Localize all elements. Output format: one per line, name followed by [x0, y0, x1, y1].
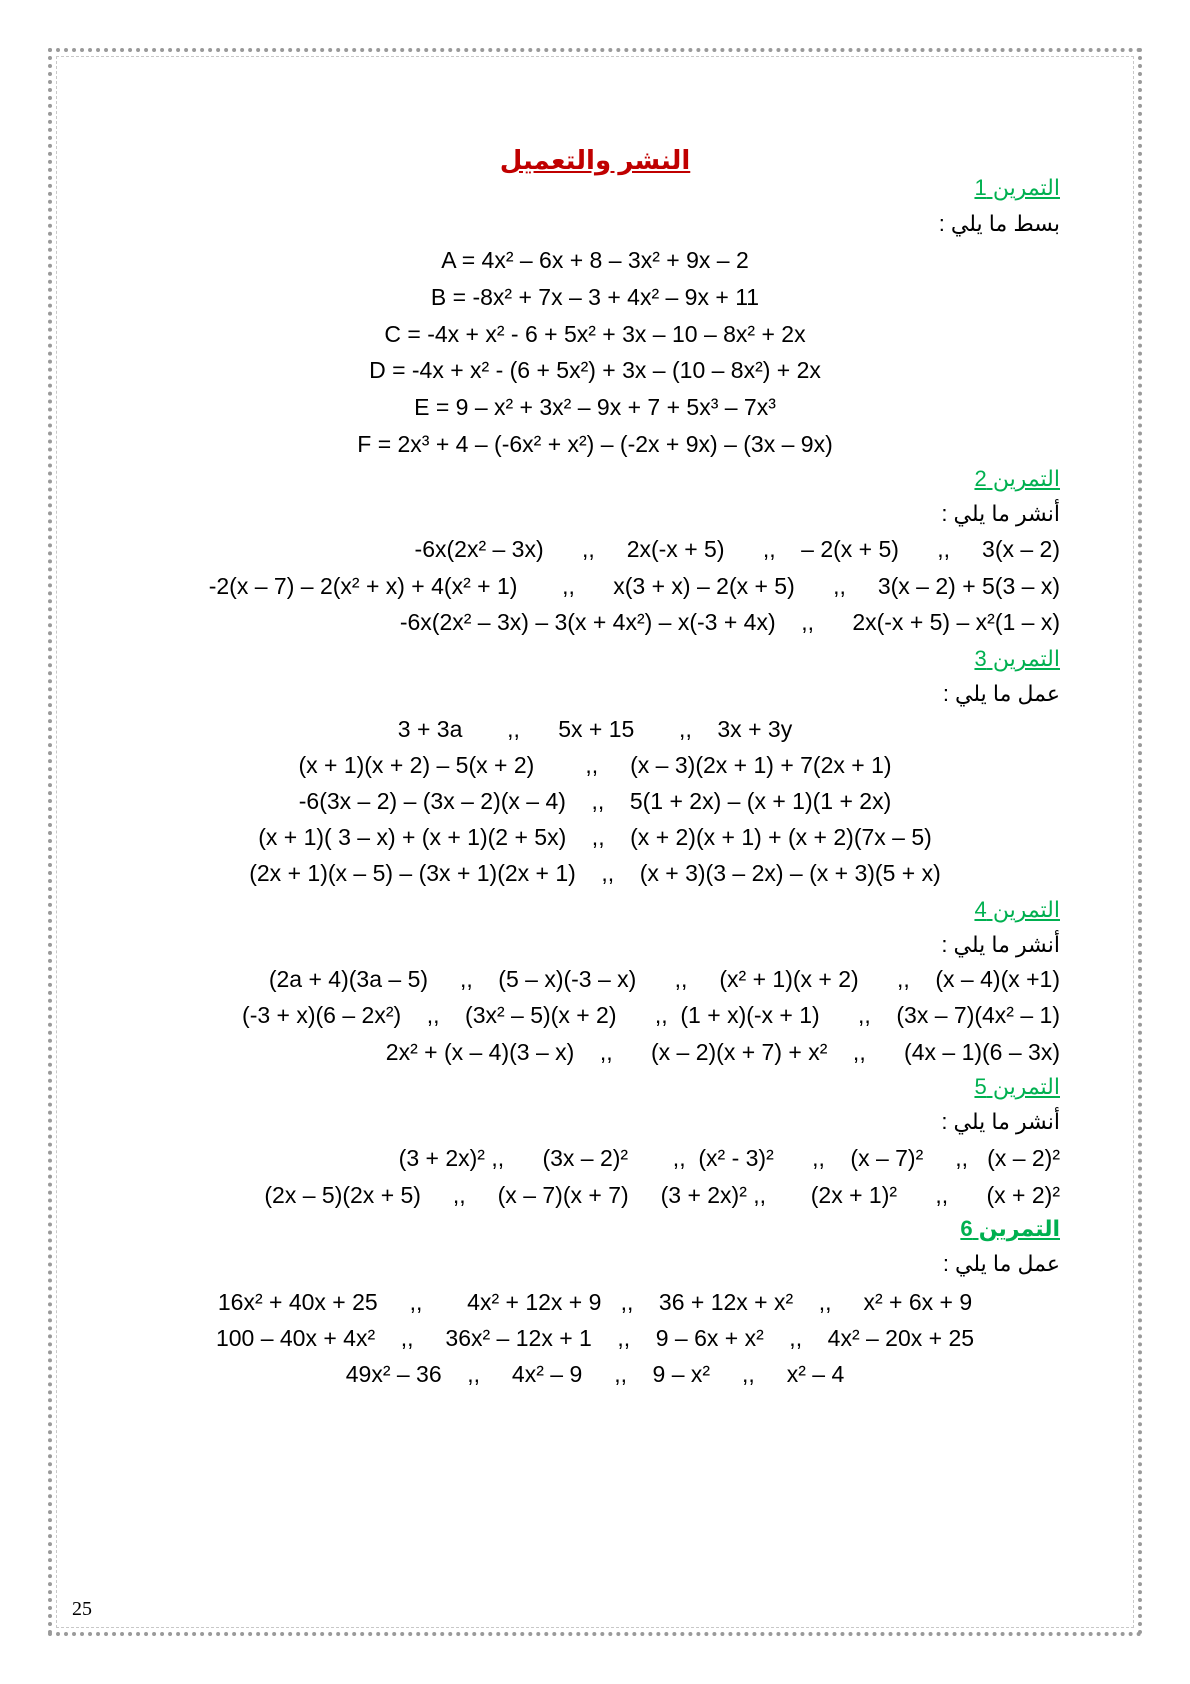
- exercise-6-line: 16x² + 40x + 25 ,, 4x² + 12x + 9 ,, 36 + 12x + x² ,, x² + 6x + 9: [217, 1289, 973, 1315]
- exercise-5-instruction: أنشر ما يلي :: [941, 1109, 1060, 1134]
- exercise-1-line: F = 2x³ + 4 – (-6x² + x²) – (-2x + 9x) – (3x – 9x): [357, 431, 833, 457]
- exercise-2-heading: التمرين 2: [974, 466, 1060, 491]
- exercise-4-heading: التمرين 4: [974, 897, 1060, 922]
- exercise-1-line: E = 9 – x² + 3x² – 9x + 7 + 5x³ – 7x³: [414, 394, 776, 420]
- exercise-1-line: A = 4x² – 6x + 8 – 3x² + 9x – 2: [441, 247, 749, 273]
- exercise-1-line: D = -4x + x² - (6 + 5x²) + 3x – (10 – 8x²) + 2x: [369, 357, 821, 383]
- exercise-6-heading: التمرين 6: [960, 1216, 1060, 1241]
- exercise-2-instruction: أنشر ما يلي :: [941, 501, 1060, 526]
- exercise-2-line: -6x(2x² – 3x) – 3(x + 4x²) – x(-3 + 4x) ,, 2x(-x + 5) – x²(1 – x): [399, 609, 1060, 635]
- exercise-1-line: B = -8x² + 7x – 3 + 4x² – 9x + 11: [430, 284, 760, 310]
- exercise-6-line: 49x² – 36 ,, 4x² – 9 ,, 9 – x² ,, x² – 4: [345, 1361, 845, 1387]
- exercise-6-line: 100 – 40x + 4x² ,, 36x² – 12x + 1 ,, 9 – 6x + x² ,, 4x² – 20x + 25: [215, 1325, 975, 1351]
- page-title: النشر والتعميل: [499, 145, 691, 175]
- exercise-3-line: -6(3x – 2) – (3x – 2)(x – 4) ,, 5(1 + 2x) – (x + 1)(1 + 2x): [298, 788, 892, 814]
- exercise-3-instruction: عمل ما يلي :: [942, 681, 1060, 706]
- exercise-1-heading: التمرين 1: [974, 175, 1060, 200]
- exercise-3-heading: التمرين 3: [974, 646, 1060, 671]
- exercise-4-line: (2a + 4)(3a – 5) ,, (5 – x)(-3 – x) ,, (x² + 1)(x + 2) ,, (x – 4)(x +1): [268, 966, 1060, 992]
- exercise-1-line: C = -4x + x² - 6 + 5x² + 3x – 10 – 8x² + 2x: [384, 321, 806, 347]
- exercise-2-line: -2(x – 7) – 2(x² + x) + 4(x² + 1) ,, x(3 + x) – 2(x + 5) ,, 3(x – 2) + 5(3 – x): [208, 573, 1060, 599]
- exercise-3-line: (2x + 1)(x – 5) – (3x + 1)(2x + 1) ,, (x + 3)(3 – 2x) – (x + 3)(5 + x): [249, 860, 941, 886]
- exercise-3-line: 3 + 3a ,, 5x + 15 ,, 3x + 3y: [397, 716, 793, 742]
- exercise-2-line: -6x(2x² – 3x) ,, 2x(-x + 5) ,, – 2(x + 5) ,, 3(x – 2): [414, 536, 1060, 562]
- exercise-5-heading: التمرين 5: [974, 1074, 1060, 1099]
- exercise-5-line: (2x – 5)(2x + 5) ,, (x – 7)(x + 7) (3 + 2x)² ,, (2x + 1)² ,, (x + 2)²: [264, 1182, 1060, 1208]
- exercise-4-line: 2x² + (x – 4)(3 – x) ,, (x – 2)(x + 7) + x² ,, (4x – 1)(6 – 3x): [385, 1039, 1060, 1065]
- exercise-3-line: (x + 1)(x + 2) – 5(x + 2) ,, (x – 3)(2x + 1) + 7(2x + 1): [298, 752, 892, 778]
- exercise-4-line: (-3 + x)(6 – 2x²) ,, (3x² – 5)(x + 2) ,, (1 + x)(-x + 1) ,, (3x – 7)(4x² – 1): [242, 1002, 1060, 1028]
- exercise-3-line: (x + 1)( 3 – x) + (x + 1)(2 + 5x) ,, (x + 2)(x + 1) + (x + 2)(7x – 5): [258, 824, 932, 850]
- exercise-4-instruction: أنشر ما يلي :: [941, 932, 1060, 957]
- exercise-6-instruction: عمل ما يلي :: [942, 1251, 1060, 1276]
- page-number: 25: [72, 1598, 92, 1620]
- page-title-wrap: [0, 145, 1190, 176]
- exercise-5-line: (3 + 2x)² ,, (3x – 2)² ,, (x² - 3)² ,, (x – 7)² ,, (x – 2)²: [398, 1145, 1060, 1171]
- exercise-1-instruction: بسط ما يلي :: [938, 211, 1060, 236]
